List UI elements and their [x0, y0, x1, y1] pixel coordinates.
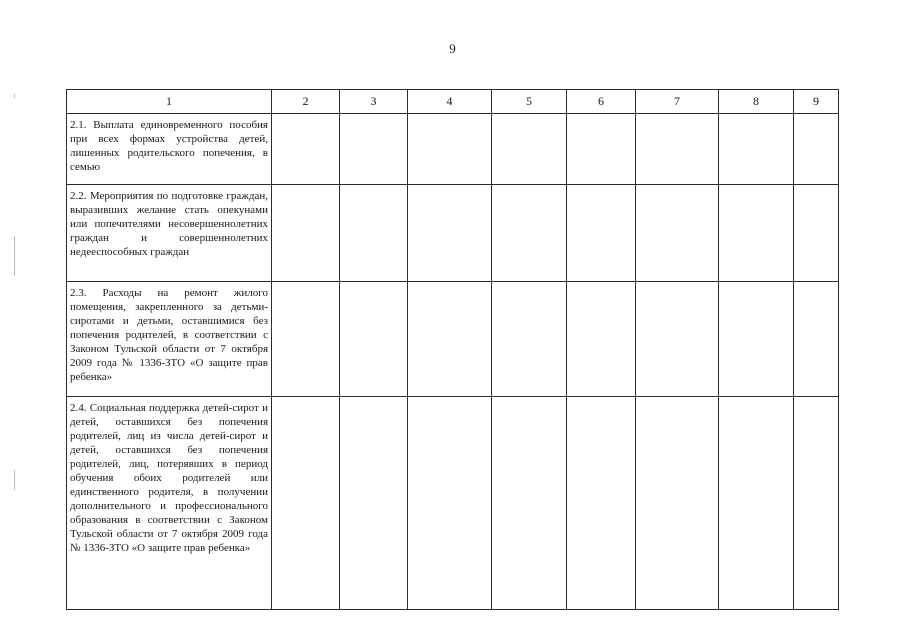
column-header: 5: [492, 90, 567, 114]
scan-mark: [14, 470, 15, 490]
table-cell: [492, 114, 567, 185]
table-cell: [567, 114, 636, 185]
column-header: 9: [794, 90, 839, 114]
table-row: [67, 397, 839, 610]
row-description: 2.2. Мероприятия по подготовке граждан, выразивших желание стать опекунами или попечителями несовершеннолетних граждан и совершеннолетних недееспособных граждан: [67, 185, 272, 282]
table-cell: [794, 397, 839, 610]
row-description: 2.3. Расходы на ремонт жилого помещения, закрепленного за детьми-сиротами и детьми, оставшимися без попечения родителей, в соответствии с Законом Тульской области от 7 октября 2009 года № 1336-ЗТО «О защите прав ребенка»: [67, 282, 272, 397]
table-cell: [636, 114, 719, 185]
table-cell: [340, 185, 408, 282]
table-cell: [408, 397, 492, 610]
table-cell: [408, 282, 492, 397]
table-cell: [272, 282, 340, 397]
table-header-row: [67, 90, 839, 114]
table-cell: [272, 185, 340, 282]
page-number: 9: [449, 41, 456, 56]
column-header: 7: [636, 90, 719, 114]
scan-mark: [14, 236, 15, 276]
table-cell: [636, 282, 719, 397]
table-cell: [794, 185, 839, 282]
column-header: 2: [272, 90, 340, 114]
table-cell: [340, 397, 408, 610]
scan-mark: [14, 94, 15, 98]
table-cell: [567, 397, 636, 610]
table-row: [67, 282, 839, 397]
table-cell: [340, 114, 408, 185]
table-cell: [408, 114, 492, 185]
column-header: 8: [719, 90, 794, 114]
table-row: [67, 185, 839, 282]
table-cell: [636, 397, 719, 610]
table-cell: [719, 185, 794, 282]
table-cell: [719, 282, 794, 397]
table-cell: [340, 282, 408, 397]
table-cell: [272, 397, 340, 610]
table-cell: [272, 114, 340, 185]
table-cell: [636, 185, 719, 282]
column-header: 1: [67, 90, 272, 114]
table-cell: [794, 282, 839, 397]
table-cell: [719, 397, 794, 610]
row-description: 2.1. Выплата единовременного пособия при всех формах устройства детей, лишенных родительского попечения, в семью: [67, 114, 272, 185]
row-description: 2.4. Социальная поддержка детей-сирот и детей, оставшихся без попечения родителей, лиц из числа детей-сирот и детей, оставшихся без попечения родителей, лиц, потерявших в период обучения обоих родителей или единственного родителя, в получении дополнительного и профессионального образования в соответствии с Законом Тульской области от 7 октября 2009 года № 1336-ЗТО «О защите прав ребенка»: [67, 397, 272, 610]
table-cell: [567, 185, 636, 282]
data-table: [66, 89, 839, 610]
table-cell: [567, 282, 636, 397]
table-cell: [408, 185, 492, 282]
column-header: 4: [408, 90, 492, 114]
table-cell: [492, 397, 567, 610]
table-cell: [794, 114, 839, 185]
table-row: [67, 114, 839, 185]
column-header: 6: [567, 90, 636, 114]
table-cell: [492, 282, 567, 397]
column-header: 3: [340, 90, 408, 114]
table-cell: [719, 114, 794, 185]
table-cell: [492, 185, 567, 282]
